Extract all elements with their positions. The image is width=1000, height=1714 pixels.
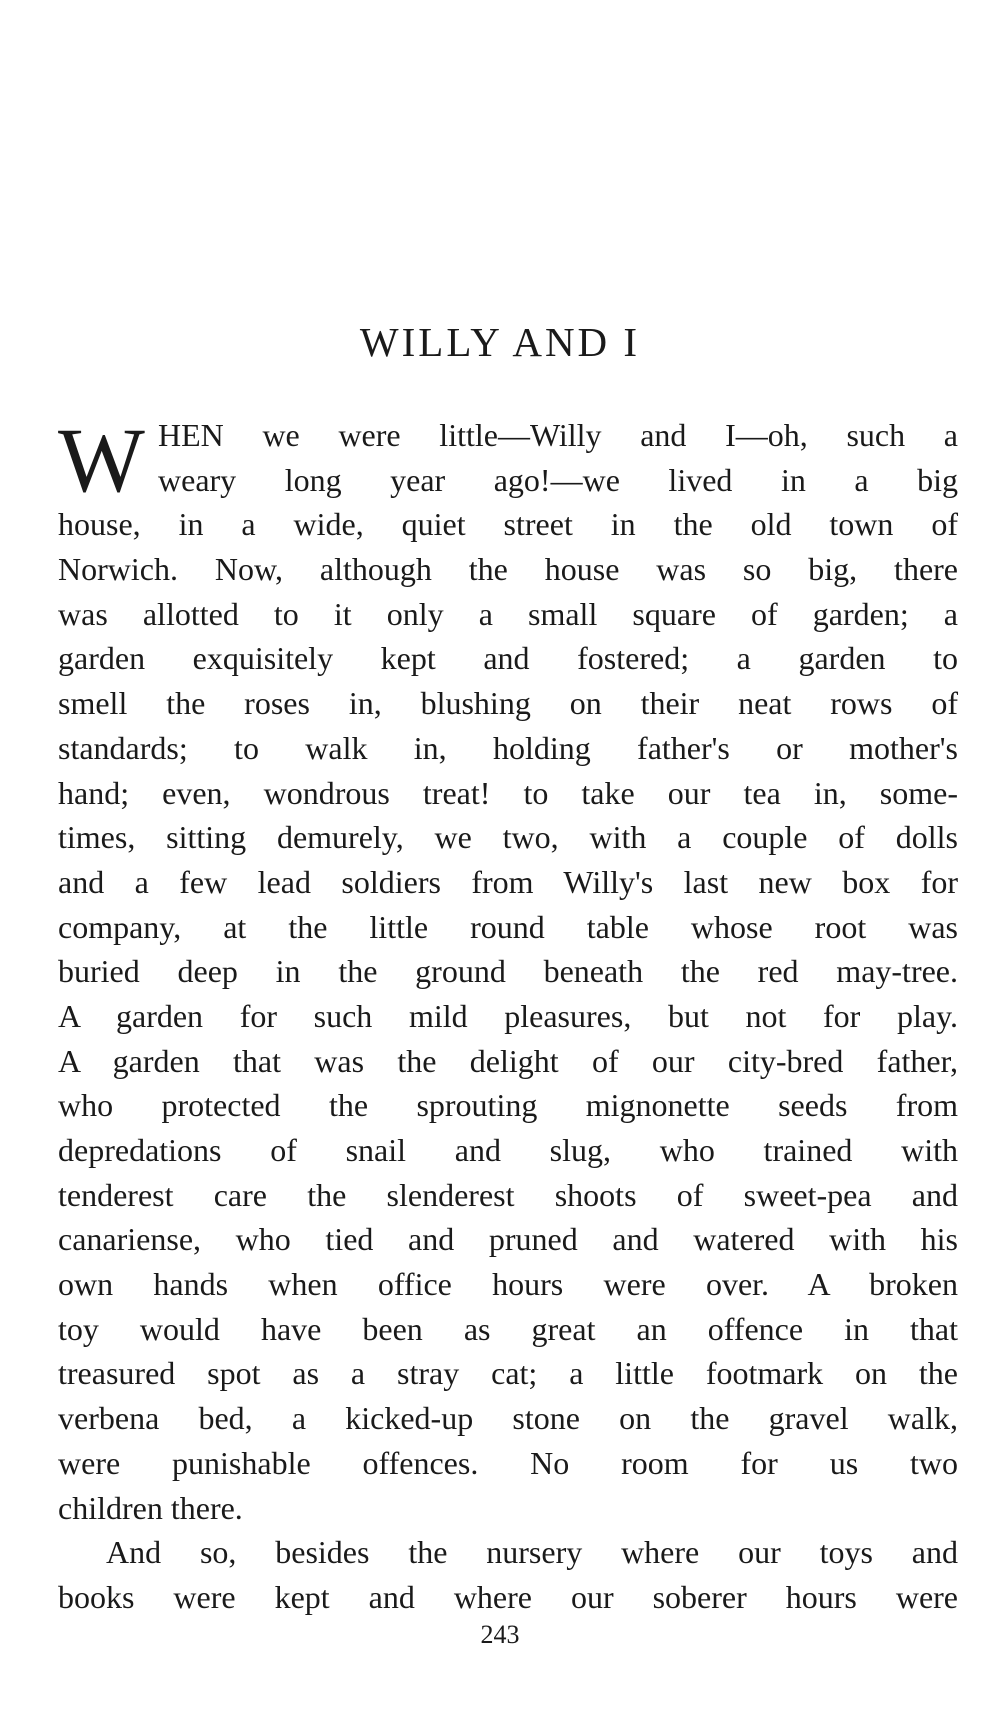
- text-line: Norwich. Now, although the house was so big, there: [58, 551, 958, 588]
- text-line: depredations of snail and slug, who trained with: [58, 1132, 958, 1168]
- body-text: [58, 409, 958, 1620]
- text-line: standards; to walk in, holding father's or mother's: [58, 729, 958, 766]
- text-line: and a few lead soldiers from Willy's last new box for: [58, 863, 958, 900]
- text-line: And so, besides the nursery where our toys and: [106, 1534, 958, 1571]
- chapter-title: WILLY AND I: [359, 319, 641, 365]
- text-line: tenderest care the slenderest shoots of sweet-pea and: [58, 1176, 958, 1213]
- text-line: A garden that was the delight of our city-bred father,: [58, 1042, 958, 1079]
- text-line: was allotted to it only a small square of garden; a: [58, 595, 958, 632]
- text-line: were punishable offences. No room for us two: [58, 1444, 958, 1481]
- text-line: hand; even, wondrous treat! to take our tea in, some-: [58, 774, 958, 811]
- text-line: who protected the sprouting mignonette seeds from: [58, 1087, 958, 1124]
- text-line: garden exquisitely kept and fostered; a garden to: [58, 640, 958, 677]
- page-number: 243: [480, 1620, 520, 1649]
- text-line: A garden for such mild pleasures, but not for play.: [58, 997, 958, 1034]
- text-line: toy would have been as great an offence in that: [58, 1310, 958, 1347]
- text-line: smell the roses in, blushing on their neat rows of: [58, 685, 958, 722]
- text-line: books were kept and where our soberer hours were: [58, 1578, 958, 1615]
- text-line: canariense, who tied and pruned and watered with his: [58, 1221, 958, 1258]
- text-line: buried deep in the ground beneath the red may-tree.: [58, 953, 958, 990]
- text-line: house, in a wide, quiet street in the old town of: [58, 506, 958, 543]
- text-line: children there.: [58, 1489, 243, 1526]
- text-line: HEN we were little—Willy and I—oh, such a: [158, 417, 958, 453]
- drop-cap: W: [58, 409, 145, 511]
- text-line: verbena bed, a kicked-up stone on the gravel walk,: [58, 1400, 958, 1437]
- text-line: weary long year ago!—we lived in a big: [158, 461, 958, 498]
- text-line: company, at the little round table whose root was: [58, 908, 958, 945]
- text-line: own hands when office hours were over. A broken: [58, 1266, 958, 1303]
- text-line: times, sitting demurely, we two, with a couple of dolls: [58, 819, 958, 856]
- text-line: treasured spot as a stray cat; a little footmark on the: [58, 1355, 958, 1392]
